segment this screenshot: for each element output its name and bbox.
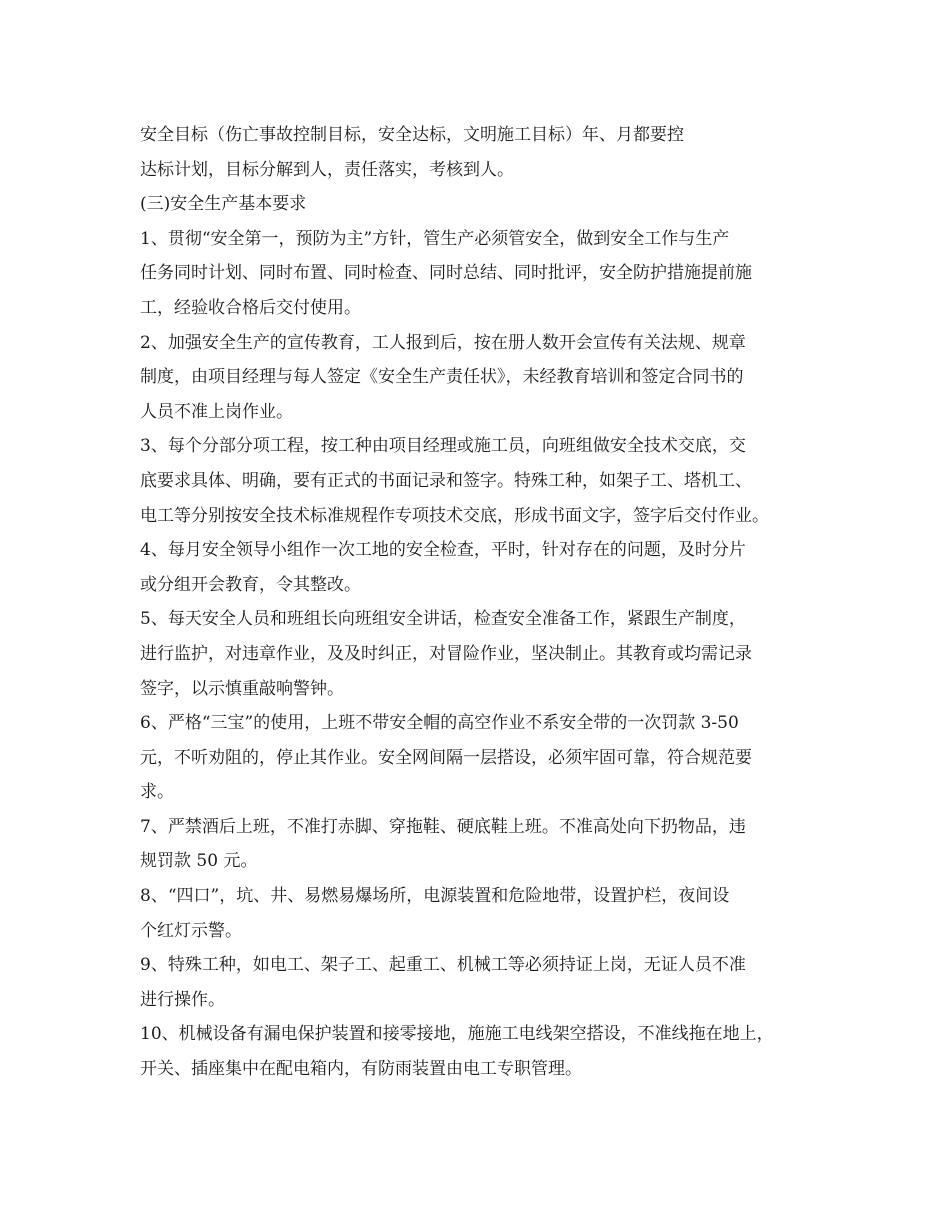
item-2-line-1: 2、加强安全生产的宣传教育，工人报到后，按在册人数开会宣传有关法规、规章 xyxy=(140,332,746,353)
item-4-line-2: 或分组开会教育，令其整改。 xyxy=(140,574,361,595)
item-1-line-2: 任务同时计划、同时布置、同时检查、同时总结、同时批评，安全防护措施提前施 xyxy=(140,263,752,284)
text-line-2: 达标计划，目标分解到人，责任落实，考核到人。 xyxy=(140,159,514,180)
item-6-line-2: 元，不听劝阻的，停止其作业。安全网间隔一层搭设，必须牢固可靠，符合规范要 xyxy=(140,747,752,768)
item-7-line-2: 规罚款 50 元。 xyxy=(140,851,258,872)
item-4-line-1: 4、每月安全领导小组作一次工地的安全检查，平时，针对存在的问题，及时分片 xyxy=(140,540,746,561)
item-8-line-1: 8、“四口”，坑、井、易燃易爆场所，电源装置和危险地带，设置护栏，夜间设 xyxy=(140,886,730,907)
item-9-line-1: 9、特殊工种，如电工、架子工、起重工、机械工等必须持证上岗，无证人员不准 xyxy=(140,955,746,976)
item-1-line-3: 工，经验收合格后交付使用。 xyxy=(140,297,361,318)
item-6-line-1: 6、严格“三宝”的使用，上班不带安全帽的高空作业不系安全带的一次罚款 3-50 xyxy=(140,713,739,734)
item-3-line-1: 3、每个分部分项工程，按工种由项目经理或施工员，向班组做安全技术交底，交 xyxy=(140,436,746,457)
item-5-line-1: 5、每天安全人员和班组长向班组安全讲话，检查安全准备工作，紧跟生产制度， xyxy=(140,609,746,630)
item-9-line-2: 进行操作。 xyxy=(140,989,225,1010)
item-10-line-2: 开关、插座集中在配电箱内，有防雨装置由电工专职管理。 xyxy=(140,1059,582,1080)
item-7-line-1: 7、严禁酒后上班，不准打赤脚、穿拖鞋、硬底鞋上班。不准高处向下扔物品，违 xyxy=(140,816,746,837)
item-6-line-3: 求。 xyxy=(140,782,174,803)
item-3-line-2: 底要求具体、明确，要有正式的书面记录和签字。特殊工种，如架子工、塔机工、 xyxy=(140,470,752,491)
document-body xyxy=(140,118,820,1087)
text-line-1: 安全目标（伤亡事故控制目标，安全达标，文明施工目标）年、月都要控 xyxy=(140,125,684,145)
item-5-line-3: 签字，以示慎重敲响警钟。 xyxy=(140,678,344,699)
item-8-line-2: 个红灯示警。 xyxy=(140,920,242,941)
item-1-line-1: 1、贯彻“安全第一，预防为主”方针，管生产必须管安全，做到安全工作与生产 xyxy=(140,228,730,249)
item-3-line-3: 电工等分别按安全技术标准规程作专项技术交底，形成书面文字，签字后交付作业。 xyxy=(140,505,769,526)
item-2-line-2: 制度，由项目经理与每人签定《安全生产责任状》，未经教育培训和签定合同书的 xyxy=(140,367,744,388)
item-2-line-3: 人员不准上岗作业。 xyxy=(140,401,293,422)
item-5-line-2: 进行监护，对违章作业，及及时纠正，对冒险作业，坚决制止。其教育或均需记录 xyxy=(140,643,752,664)
section-heading: (三)安全生产基本要求 xyxy=(140,194,307,215)
item-10-line-1: 10、机械设备有漏电保护装置和接零接地，施施工电线架空搭设，不准线拖在地上， xyxy=(140,1024,774,1045)
